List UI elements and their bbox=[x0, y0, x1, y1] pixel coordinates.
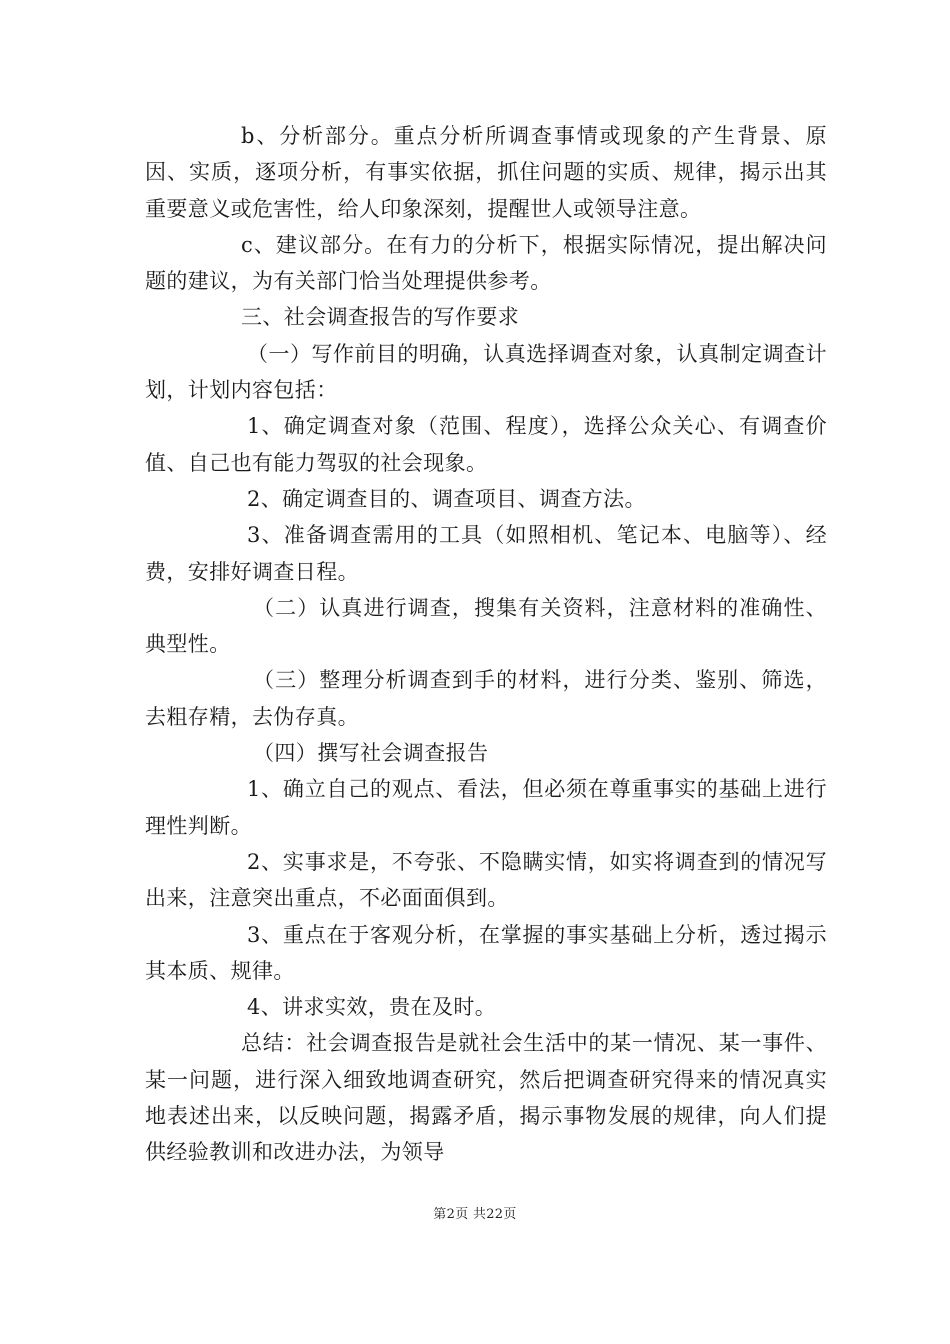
footer-middle: 页 共 bbox=[455, 1207, 487, 1222]
list-item-plan-1: 1、确定调查对象（范围、程度），选择公众关心、有调查价值、自己也有能力驾驭的社会现象。 bbox=[145, 414, 827, 475]
document-body bbox=[145, 118, 827, 1171]
list-item-writing-3: 3、重点在于客观分析，在掌握的事实基础上分析，透过揭示其本质、规律。 bbox=[145, 922, 827, 983]
list-item-writing-4: 4、讲求实效，贵在及时。 bbox=[247, 995, 497, 1020]
paragraph-requirement-2: （二）认真进行调查，搜集有关资料，注意材料的准确性、典型性。 bbox=[145, 595, 827, 657]
paragraph-summary: 总结：社会调查报告是就社会生活中的某一情况、某一事件、某一问题，进行深入细致地调查研究，然后把调查研究得来的情况真实地表述出来，以反映问题，揭露矛盾，揭示事物发展的规律，向人们提供经验教训和改进办法，为领导 bbox=[145, 1031, 827, 1165]
paragraph-requirement-3: （三）整理分析调查到手的材料，进行分类、鉴别、筛选，去粗存精，去伪存真。 bbox=[145, 668, 827, 729]
list-item-writing-2: 2、实事求是，不夸张、不隐瞒实情，如实将调查到的情况写出来，注意突出重点，不必面面俱到。 bbox=[145, 849, 827, 911]
footer-suffix: 页 bbox=[503, 1207, 517, 1222]
footer-current-page: 2 bbox=[446, 1207, 456, 1222]
list-item-plan-2: 2、确定调查目的、调查项目、调查方法。 bbox=[247, 486, 646, 511]
footer-prefix: 第 bbox=[433, 1207, 447, 1222]
footer-total-pages: 22 bbox=[486, 1207, 504, 1222]
list-item-plan-3: 3、准备调查需用的工具（如照相机、笔记本、电脑等）、经费，安排好调查日程。 bbox=[145, 523, 827, 584]
paragraph-analysis-section: b、分析部分。重点分析所调查事情或现象的产生背景、原因、实质，逐项分析，有事实依据，抓住问题的实质、规律，揭示出其重要意义或危害性，给人印象深刻，提醒世人或领导注意。 bbox=[145, 124, 827, 221]
paragraph-requirement-1: （一）写作前目的明确，认真选择调查对象，认真制定调查计划，计划内容包括： bbox=[145, 341, 827, 403]
section-heading-writing-requirements: 三、社会调查报告的写作要求 bbox=[241, 305, 520, 330]
paragraph-suggestion-section: c、建议部分。在有力的分析下，根据实际情况，提出解决问题的建议，为有关部门恰当处理提供参考。 bbox=[145, 232, 827, 294]
page-footer bbox=[0, 1203, 950, 1222]
paragraph-requirement-4: （四）撰写社会调查报告 bbox=[253, 741, 489, 766]
list-item-writing-1: 1、确立自己的观点、看法，但必须在尊重事实的基础上进行理性判断。 bbox=[145, 777, 827, 838]
